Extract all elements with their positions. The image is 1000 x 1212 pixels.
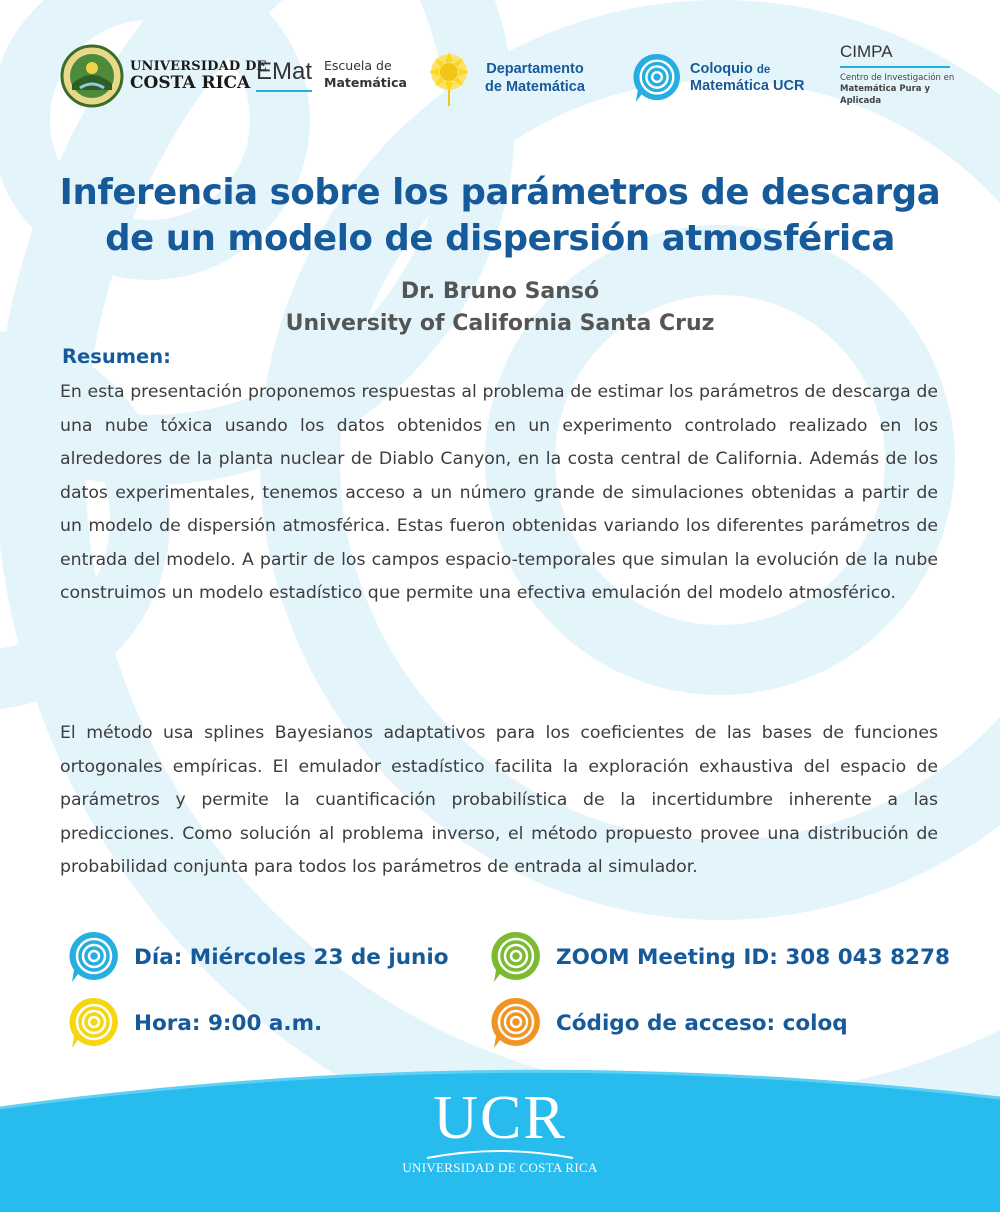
- cimpa-logo: [840, 42, 954, 107]
- coloquio-bubble-icon: [632, 52, 682, 104]
- coloquio-line2: Matemática UCR: [690, 78, 805, 94]
- cimpa-line2: Matemática Pura y: [840, 84, 931, 95]
- info-zoom-label: ZOOM Meeting ID: 308 043 8278: [556, 944, 950, 970]
- abstract-paragraph-1: En esta presentación proponemos respuestas al problema de estimar los parámetros de descarga de una nube tóxica usando los datos obtenidos en un experimento controlado realizado en los alrededores de la planta nuclear de Diablo Canyon, en la costa central de California. Además de los datos experimentales, tenemos acceso a un número grande de simulaciones obtenidas a partir de un modelo de dispersión atmosférica. Estas fueron obtenidas variando los diferentes parámetros de entrada del modelo. A partir de los campos espacio-temporales que simulan la evolución de la nube construimos un modelo estadístico que permite una efectiva emulación del modelo atmosférico.: [60, 382, 938, 603]
- info-zoom: [490, 930, 950, 984]
- ucr-logo-line2: COSTA RICA: [130, 73, 251, 93]
- footer-ucr-logo: [0, 1086, 1000, 1176]
- talk-title: [0, 170, 1000, 262]
- emat-logo-line1: Escuela de: [324, 58, 392, 74]
- info-codigo-label: Código de acceso: coloq: [556, 1010, 848, 1036]
- orange-bubble-icon: [490, 996, 542, 1050]
- emat-logo-short: EMat: [256, 58, 312, 92]
- departamento-line2: de Matemática: [485, 79, 585, 95]
- abstract-paragraph-2: El método usa splines Bayesianos adaptativos para los coeficientes de las bases de funciones ortogonales empíricas. El emulador estadístico facilita la exploración exhaustiva del espacio de parámetros y permite la cuantificación probabilística de la incertidumbre inherente a las predicciones. Como solución al problema inverso, el método propuesto provee una distribución de probabilidad conjunta para todos los parámetros de entrada al simulador.: [60, 723, 938, 877]
- resumen-heading: Resumen:: [62, 345, 171, 368]
- emat-logo-line2: Matemática: [324, 75, 407, 90]
- departamento-line1: Departamento: [486, 60, 584, 77]
- talk-title-line2: de un modelo de dispersión atmosférica: [105, 218, 895, 259]
- departamento-logo: [425, 48, 585, 108]
- speaker-affiliation: University of California Santa Cruz: [285, 311, 715, 336]
- coloquio-logo: [632, 52, 804, 104]
- cimpa-line1: Centro de Investigación en: [840, 73, 955, 83]
- info-hora: [68, 996, 322, 1050]
- ucr-logo-line1: UNIVERSIDAD DE: [130, 59, 267, 74]
- sun-flower-icon: [425, 48, 473, 108]
- yellow-bubble-icon: [68, 996, 120, 1050]
- info-dia-label: Día: Miércoles 23 de junio: [134, 944, 449, 970]
- info-dia: [68, 930, 449, 984]
- talk-title-line1: Inferencia sobre los parámetros de descarga: [59, 172, 941, 213]
- ucr-seal-icon: [60, 44, 124, 108]
- coloquio-line1: Coloquio: [690, 60, 753, 77]
- speaker-name: Dr. Bruno Sansó: [400, 279, 600, 304]
- coloquio-de: de: [756, 63, 771, 76]
- info-codigo: [490, 996, 848, 1050]
- speaker-block: [0, 276, 1000, 340]
- green-bubble-icon: [490, 930, 542, 984]
- ucr-logo: [60, 44, 267, 108]
- cyan-bubble-icon: [68, 930, 120, 984]
- emat-logo: [256, 58, 407, 92]
- cimpa-name: CIMPA: [840, 42, 893, 61]
- footer-ucr-text: UCR: [433, 1084, 567, 1152]
- cimpa-line3: Aplicada: [840, 95, 882, 106]
- info-hora-label: Hora: 9:00 a.m.: [134, 1010, 323, 1036]
- footer-ucr-subtitle: UNIVERSIDAD DE COSTA RICA: [402, 1160, 598, 1175]
- header-logos: [0, 38, 1000, 118]
